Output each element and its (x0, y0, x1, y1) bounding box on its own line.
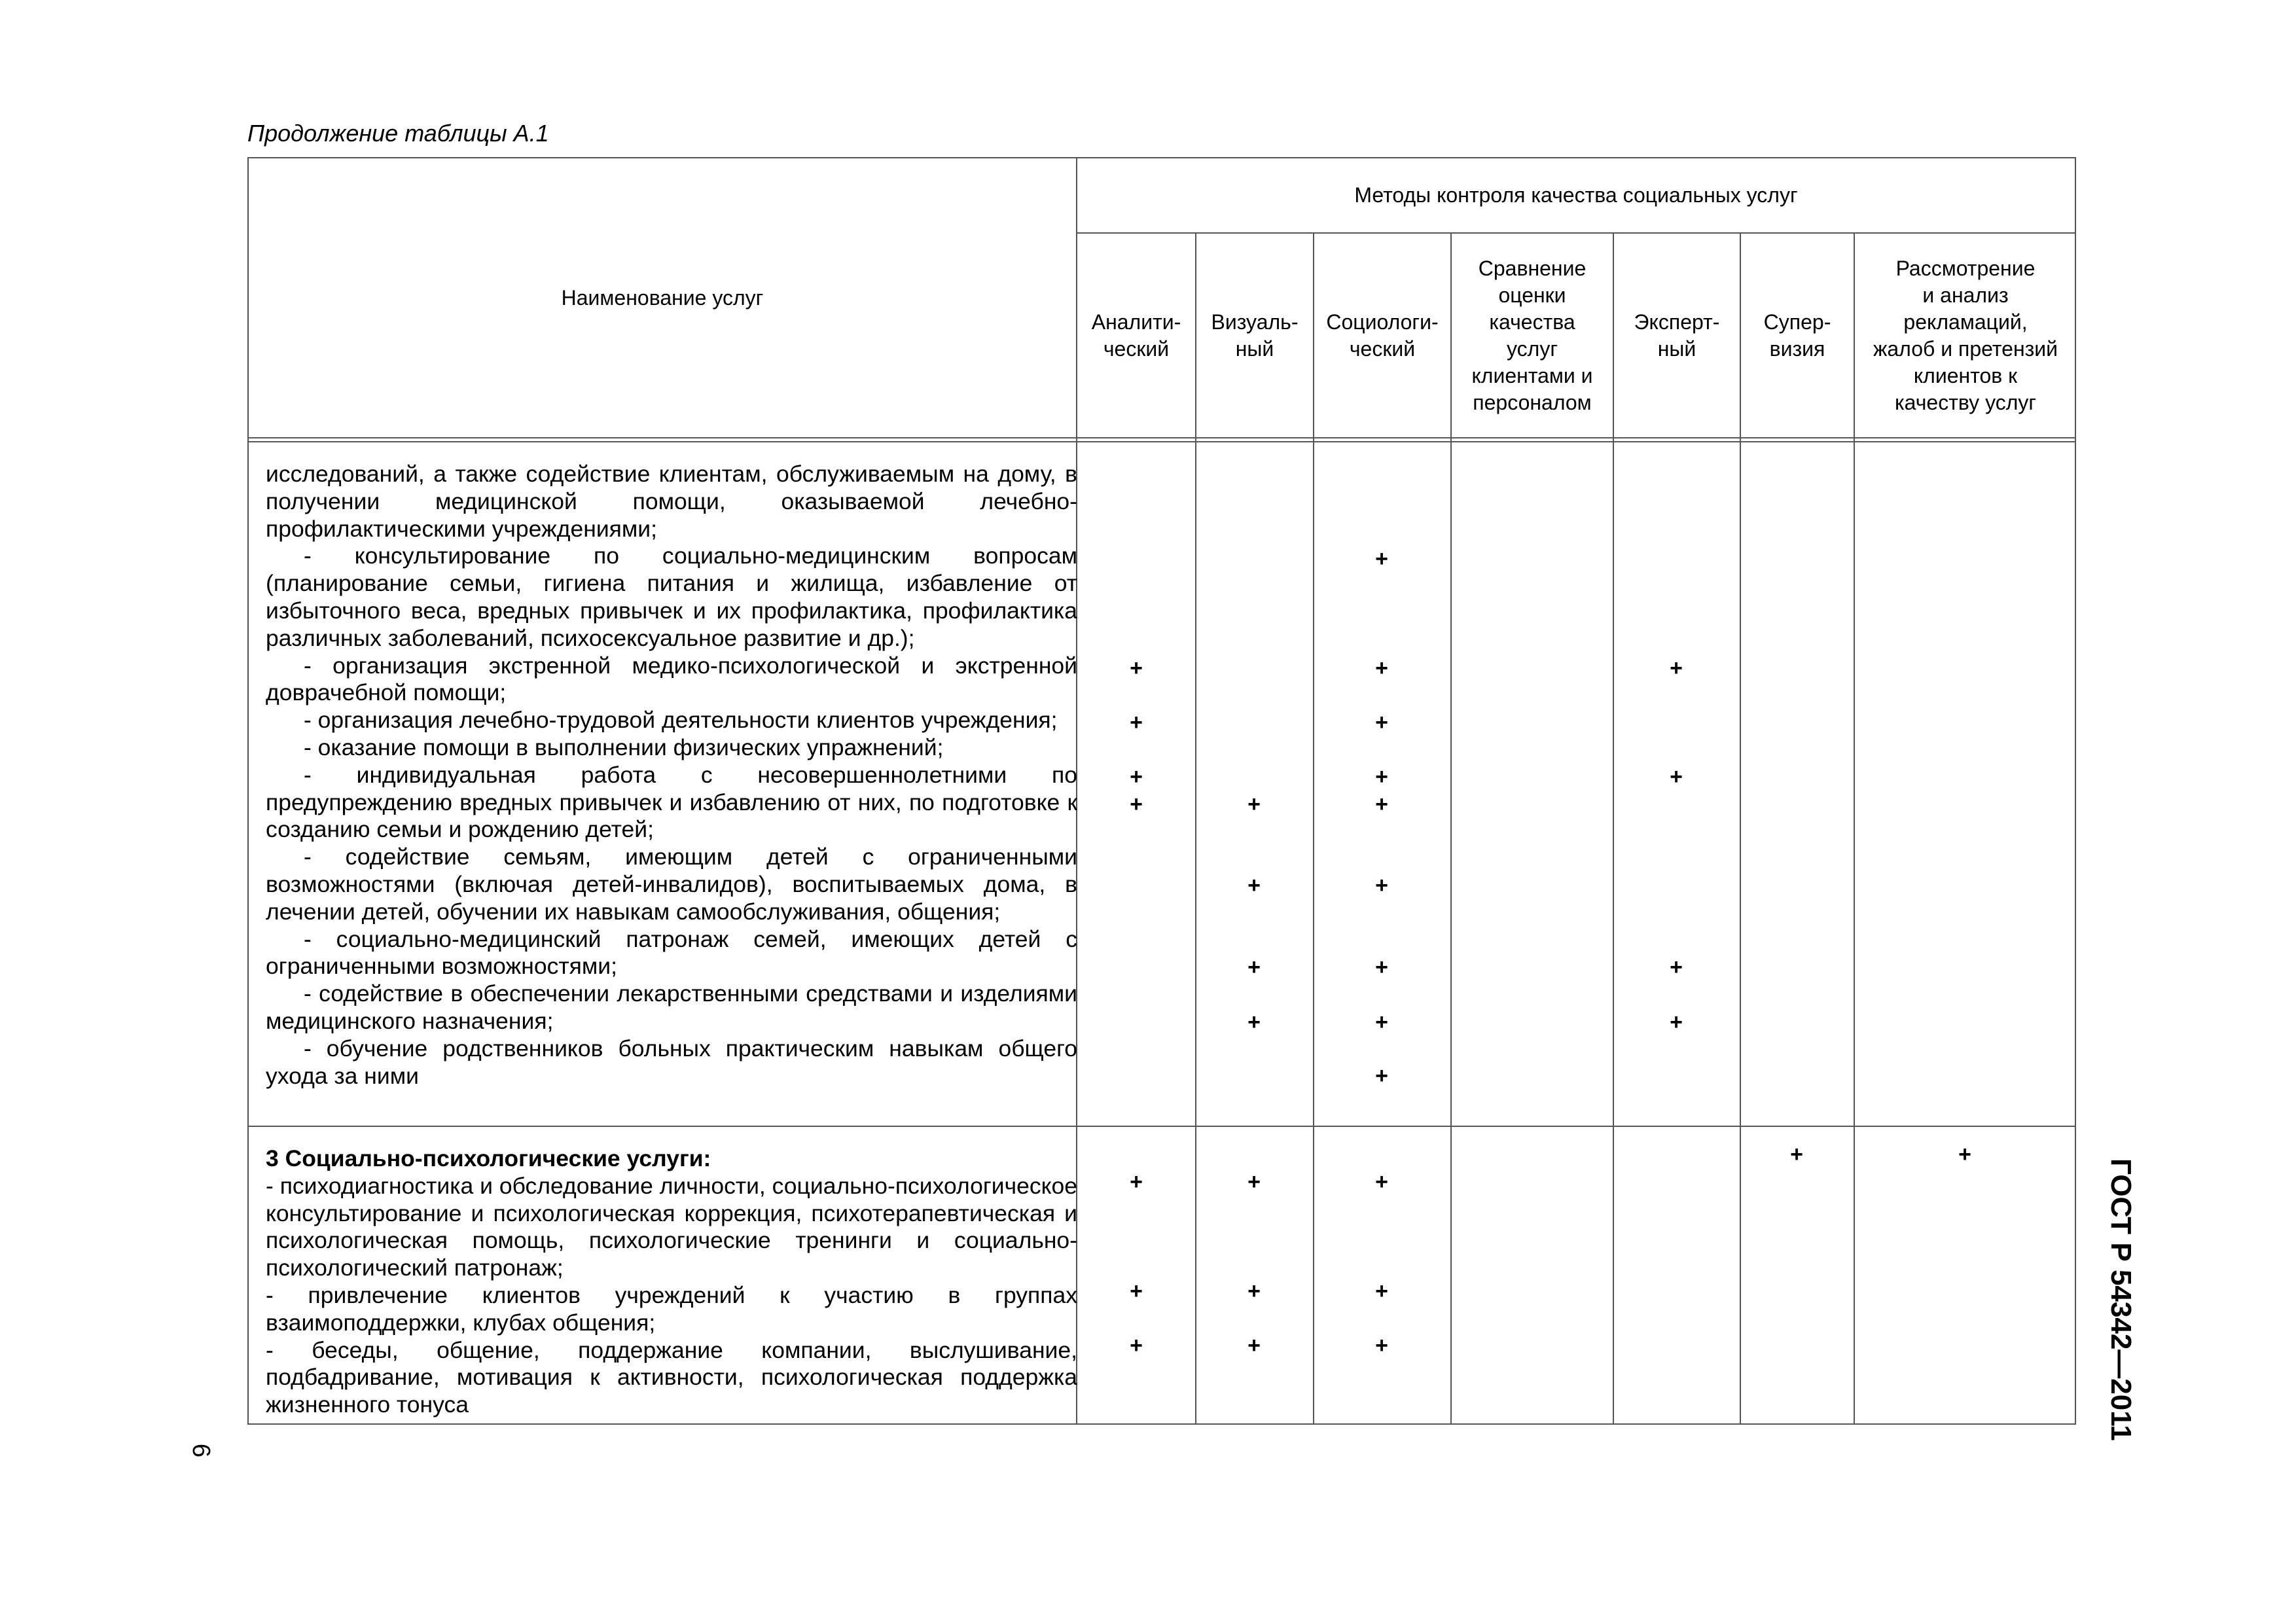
service-item: - беседы, общение, поддержание компании, выслушивание, подбадривание, мотивация к активности, психологическая поддержка жизненного тонуса (266, 1336, 1077, 1418)
plus-mark: + (1375, 1010, 1388, 1035)
plus-mark: + (1247, 1169, 1261, 1194)
page-number: 6 (187, 1443, 215, 1458)
plus-mark: + (1247, 1010, 1261, 1035)
plus-mark: + (1375, 1063, 1388, 1088)
plus-mark: + (1670, 955, 1683, 980)
divider (249, 437, 2076, 438)
plus-mark: + (1130, 1169, 1143, 1194)
plus-mark: + (1130, 764, 1143, 789)
service-item: - психодиагностика и обследование личности, социально-психологическое консультирование и психологическая коррекция, психотерапевтическая и психологическая помощь, психологические тренинги и социально-психологический патронаж; (266, 1172, 1077, 1281)
header-method-analytic: Аналити- ческий (1091, 310, 1181, 361)
plus-mark: + (1670, 764, 1683, 789)
service-item: - организация лечебно-трудовой деятельности клиентов учреждения; (304, 707, 1058, 734)
divider (249, 441, 2076, 442)
plus-mark: + (1375, 955, 1388, 980)
plus-mark: + (1247, 955, 1261, 980)
plus-mark: + (1130, 792, 1143, 817)
header-method-supervision: Супер- визия (1763, 310, 1831, 361)
plus-mark: + (1375, 1279, 1388, 1304)
plus-mark: + (1247, 1333, 1261, 1358)
plus-mark: + (1130, 1333, 1143, 1358)
header-method-expert: Эксперт- ный (1634, 310, 1720, 361)
header-methods-group (1076, 158, 2076, 232)
header-method-visual: Визуаль- ный (1211, 310, 1299, 361)
plus-mark: + (1375, 710, 1388, 735)
plus-mark: + (1790, 1142, 1803, 1167)
plus-mark: + (1130, 656, 1143, 681)
section-3-services (266, 1145, 1077, 1419)
service-item: - индивидуальная работа с несовершеннолетними по предупреждению вредных привычек и избавлению от них, по подготовке к созданию семьи и рождению детей; (266, 761, 1077, 843)
plus-mark: + (1130, 1279, 1143, 1304)
plus-mark: + (1130, 710, 1143, 735)
service-item: - социально-медицинский патронаж семей, имеющих детей с ограниченными возможностями; (266, 925, 1077, 980)
plus-mark: + (1375, 873, 1388, 898)
plus-mark: + (1375, 1333, 1388, 1358)
section-2-services (266, 461, 1077, 1090)
plus-mark: + (1958, 1142, 1971, 1167)
section-title: 3 Социально-психологические услуги: (266, 1145, 711, 1171)
table-caption: Продолжение таблицы А.1 (247, 120, 549, 147)
service-item: - содействие в обеспечении лекарственными средствами и изделиями медицинского назначения; (266, 980, 1077, 1034)
divider (249, 1126, 2076, 1127)
header-methods-label: Методы контроля качества социальных услуг (1354, 183, 1798, 207)
plus-mark: + (1247, 1279, 1261, 1304)
table (247, 157, 2076, 1425)
plus-mark: + (1375, 546, 1388, 571)
service-item: - привлечение клиентов учреждений к участию в группах взаимоподдержки, клубах общения; (266, 1281, 1077, 1336)
header-method-complaints: Рассмотрение и анализ рекламаций, жалоб и претензий клиентов к качеству услуг (1873, 256, 2058, 414)
service-item: - организация экстренной медико-психологической и экстренной доврачебной помощи; (266, 652, 1077, 706)
plus-mark: + (1670, 1010, 1683, 1035)
header-name-label: Наименование услуг (561, 285, 764, 310)
service-item: - оказание помощи в выполнении физических упражнений; (304, 734, 944, 760)
header-method-sociological: Социологи- ческий (1326, 310, 1439, 361)
service-item: - консультирование по социально-медицинским вопросам (планирование семьи, гигиена питания и жилища, избавление от избыточного веса, вредных привычек и их профилактика, профилактика различных заболеваний, психосексуальное развитие и др.); (266, 543, 1077, 651)
plus-mark: + (1375, 792, 1388, 817)
standard-designation: ГОСТ Р 54342—2011 (2105, 1158, 2137, 1441)
plus-mark: + (1375, 1169, 1388, 1194)
plus-mark: + (1670, 656, 1683, 681)
service-item: - содействие семьям, имеющим детей с ограниченными возможностями (включая детей-инвалидов), воспитываемых дома, в лечении детей, обучении их навыкам самообслуживания, общения; (266, 844, 1077, 925)
header-name-column (249, 158, 1076, 437)
plus-mark: + (1247, 792, 1261, 817)
plus-mark: + (1247, 873, 1261, 898)
header-method-comparison: Сравнение оценки качества услуг клиентами и персоналом (1471, 256, 1593, 414)
service-item: исследований, а также содействие клиентам, обслуживаемым на дому, в получении медицинской помощи, оказываемой лечебно-профилактическими учреждениями; (266, 461, 1077, 542)
service-item: - обучение родственников больных практическим навыкам общего ухода за ними (266, 1035, 1077, 1089)
plus-mark: + (1375, 764, 1388, 789)
plus-mark: + (1375, 656, 1388, 681)
